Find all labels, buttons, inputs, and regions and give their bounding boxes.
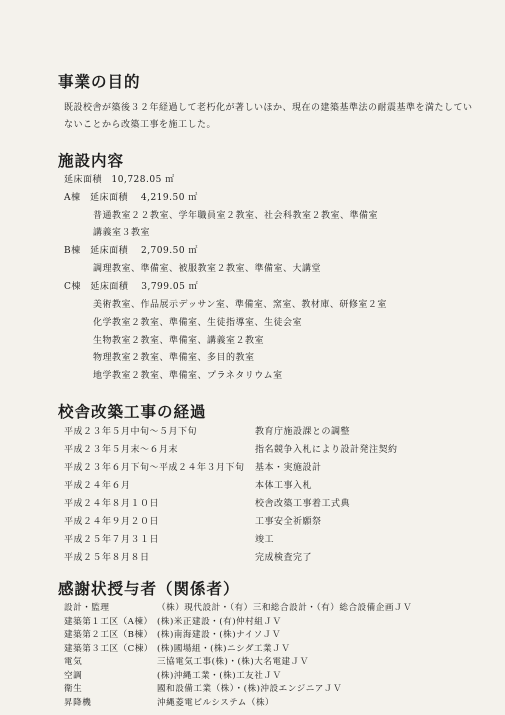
thanks-role: 建築第２工区（B棟）: [64, 630, 153, 640]
building-c-area: C棟 延床面積 3,799.05 ㎡: [64, 282, 199, 292]
thanks-role: 建築第３工区（C棟）: [64, 643, 153, 654]
thanks-recipient: (株)米正建設・(有)仲村組ＪＶ: [157, 616, 282, 627]
thanks-recipient: (株)南海建設・(株)ナイソＪＶ: [157, 630, 281, 640]
building-c-rooms-2: 化学教室２教室、準備室、生徒指導室、生徒会室: [93, 318, 303, 328]
building-b-area: B棟 延床面積 2,709.50 ㎡: [64, 246, 198, 256]
history-date: 平成２３年５月中旬～５月下旬: [64, 427, 198, 437]
history-event: 教育庁施設課との調整: [255, 427, 351, 437]
building-c-rooms-1: 美術教室、作品展示デッサン室、準備室、窯室、教材庫、研修室２室: [93, 300, 387, 310]
thanks-recipient: 國和設備工業（株）・(株)沖設エンジニアＪＶ: [157, 684, 343, 694]
building-a-rooms-2: 講義室３教室: [93, 228, 151, 238]
history-heading: 校舎改築工事の経過: [58, 402, 207, 421]
history-event: 工事安全祈願祭: [255, 517, 322, 527]
history-date: 平成２４年９月２０日: [64, 517, 160, 527]
history-date: 平成２３年５月末～６月末: [64, 445, 179, 455]
building-a-area: A棟 延床面積 4,219.50 ㎡: [64, 193, 198, 203]
thanks-role: 電気: [64, 657, 83, 667]
thanks-heading: 感謝状授与者（関係者）: [58, 579, 240, 598]
building-c-rooms-4: 物理教室２教室、準備室、多目的教室: [93, 353, 255, 363]
total-floor-area: 延床面積 10,728.05 ㎡: [64, 175, 175, 185]
history-event: 竣工: [255, 535, 275, 545]
history-event: 指名競争入札により設計発注契約: [255, 445, 398, 455]
building-c-rooms-3: 生物教室２教室、準備室、講義室２教室: [93, 336, 265, 346]
history-event: 基本・実施設計: [255, 463, 322, 473]
history-event: 完成検査完了: [255, 553, 313, 563]
thanks-recipient: （株）現代設計・（有）三和総合設計・（有）総合設備企画ＪＶ: [157, 603, 413, 613]
thanks-role: 建築第１工区（A棟）: [64, 616, 153, 627]
history-event: 本体工事入札: [255, 481, 313, 491]
building-c-rooms-5: 地学教室２教室、準備室、プラネタリウム室: [93, 371, 283, 381]
thanks-recipient: (株)國場組・(株)ニシダ工業ＪＶ: [157, 643, 291, 654]
thanks-role: 衛生: [64, 684, 83, 694]
purpose-text-line-2: ないことから改築工事を施工した。: [64, 120, 217, 130]
thanks-recipient: 沖縄菱電ビルシステム（株）: [157, 697, 275, 708]
thanks-recipient: (株)沖縄工業・(株)工友社ＪＶ: [157, 670, 282, 681]
thanks-recipient: 三協電気工事(株)・(株)大名電建ＪＶ: [157, 657, 309, 667]
facilities-heading: 施設内容: [58, 151, 125, 170]
purpose-heading: 事業の目的: [58, 72, 141, 91]
history-event: 校舎改築工事着工式典: [255, 499, 351, 509]
history-date: 平成２５年８月８日: [64, 553, 150, 563]
history-date: 平成２４年６月: [64, 481, 131, 491]
thanks-role: 設計・監理: [64, 603, 110, 613]
building-a-rooms-1: 普通教室２２教室、学年職員室２教室、社会科教室２教室、準備室: [93, 211, 379, 221]
thanks-role: 空調: [64, 670, 83, 681]
history-date: 平成２５年７月３１日: [64, 535, 160, 545]
history-date: 平成２４年８月１０日: [64, 499, 160, 509]
purpose-text-line-1: 既設校舎が築後３２年経過して老朽化が著しいほか、現在の建築基準法の耐震基準を満たしてい: [64, 103, 473, 113]
history-date: 平成２３年６月下旬～平成２４年３月下旬: [64, 463, 245, 473]
thanks-role: 昇降機: [64, 697, 92, 708]
building-b-rooms-1: 調理教室、準備室、被服教室２教室、準備室、大講堂: [93, 264, 322, 274]
